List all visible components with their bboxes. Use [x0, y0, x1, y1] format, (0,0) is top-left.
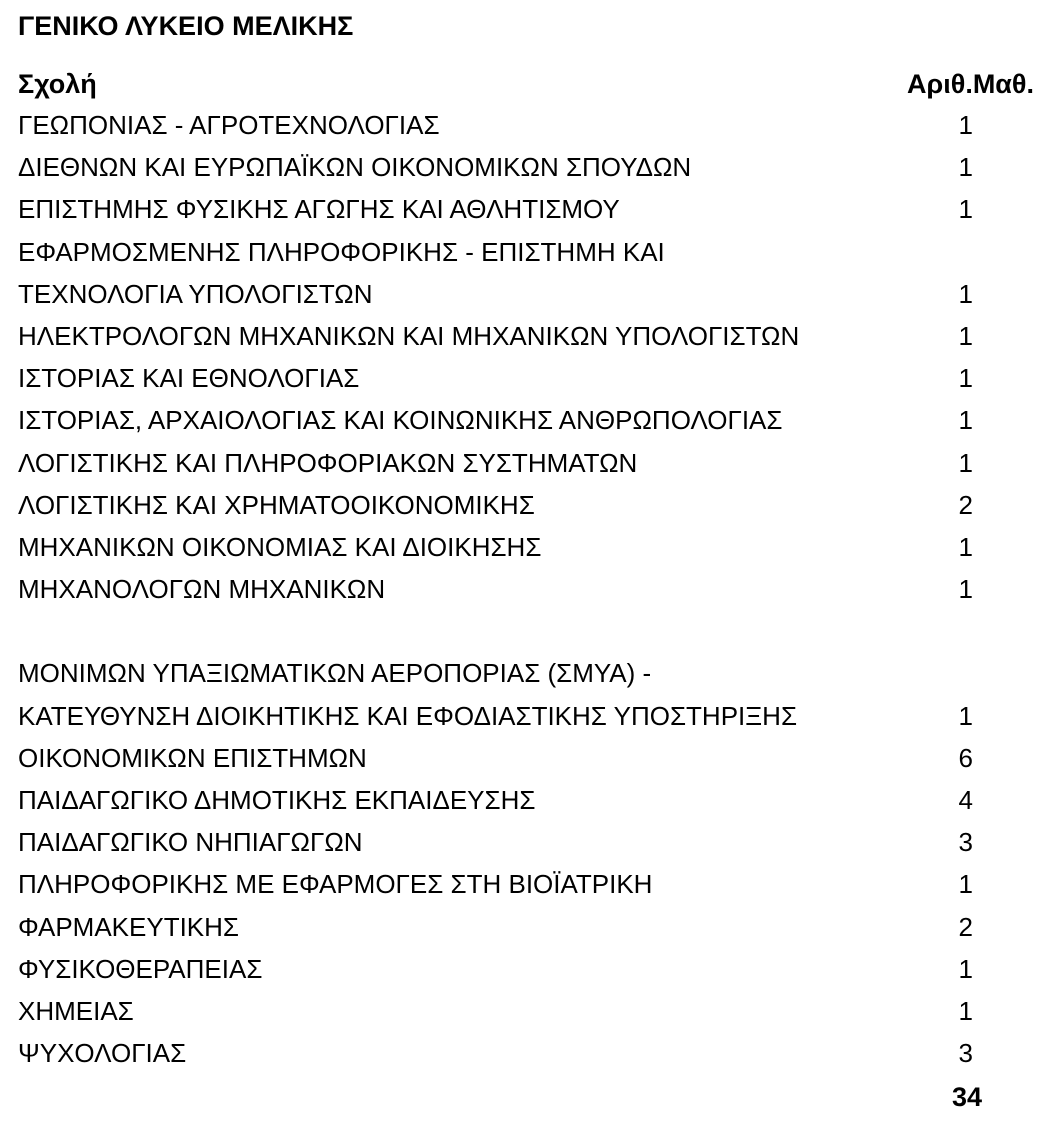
school-name: ΨΥΧΟΛΟΓΙΑΣ [18, 1038, 187, 1069]
school-name: ΜΟΝΙΜΩΝ ΥΠΑΞΙΩΜΑΤΙΚΩΝ ΑΕΡΟΠΟΡΙΑΣ (ΣΜΥΑ) - [18, 658, 652, 689]
school-name: ΓΕΩΠΟΝΙΑΣ - ΑΓΡΟΤΕΧΝΟΛΟΓΙΑΣ [18, 110, 440, 140]
table-row [18, 610, 978, 652]
school-name: ΠΛΗΡΟΦΟΡΙΚΗΣ ΜΕ ΕΦΑΡΜΟΓΕΣ ΣΤΗ ΒΙΟΪΑΤΡΙΚΗ [18, 869, 653, 900]
student-count: 1 [958, 194, 973, 225]
school-name: ΛΟΓΙΣΤΙΚΗΣ ΚΑΙ ΠΛΗΡΟΦΟΡΙΑΚΩΝ ΣΥΣΤΗΜΑΤΩΝ [18, 447, 638, 478]
student-count: 1 [958, 995, 973, 1026]
student-count: 1 [958, 953, 973, 984]
total-count: 34 [951, 1082, 982, 1112]
student-count: 1 [958, 405, 973, 436]
table-header [18, 64, 1034, 104]
student-count: 3 [958, 1038, 973, 1069]
table-row [18, 779, 978, 821]
student-count: 1 [958, 320, 973, 351]
table-row [18, 526, 978, 568]
table-row [18, 821, 978, 863]
document-title: ΓΕΝΙΚΟ ΛΥΚΕΙΟ ΜΕΛΙΚΗΣ [18, 11, 354, 41]
school-name: ΠΑΙΔΑΓΩΓΙΚΟ ΝΗΠΙΑΓΩΓΩΝ [18, 827, 363, 858]
table-row [18, 1032, 978, 1074]
table-row [18, 442, 978, 484]
student-count: 2 [958, 911, 973, 942]
table-row [18, 906, 978, 948]
header-school: Σχολή [18, 69, 97, 99]
table-row [18, 568, 978, 610]
table-row [18, 863, 978, 905]
table-row [18, 652, 978, 694]
table-row [18, 484, 978, 526]
student-count: 1 [958, 531, 973, 562]
table-row [18, 399, 978, 441]
school-name: ΧΗΜΕΙΑΣ [18, 995, 134, 1026]
table-row [18, 104, 978, 146]
student-count: 1 [958, 869, 973, 900]
school-name: ΙΣΤΟΡΙΑΣ ΚΑΙ ΕΘΝΟΛΟΓΙΑΣ [18, 363, 360, 394]
table-row [18, 990, 978, 1032]
school-name: ΙΣΤΟΡΙΑΣ, ΑΡΧΑΙΟΛΟΓΙΑΣ ΚΑΙ ΚΟΙΝΩΝΙΚΗΣ ΑΝΘΡΩΠΟΛΟΓΙΑΣ [18, 405, 783, 436]
student-count: 1 [958, 700, 973, 731]
student-count: 6 [958, 742, 973, 773]
student-count: 1 [958, 574, 973, 605]
school-name: ΤΕΧΝΟΛΟΓΙΑ ΥΠΟΛΟΓΙΣΤΩΝ [18, 278, 373, 309]
table-row [18, 315, 978, 357]
school-name: ΛΟΓΙΣΤΙΚΗΣ ΚΑΙ ΧΡΗΜΑΤΟΟΙΚΟΝΟΜΙΚΗΣ [18, 489, 535, 520]
table-row [18, 357, 978, 399]
student-count: 2 [958, 489, 973, 520]
school-name: ΦΥΣΙΚΟΘΕΡΑΠΕΙΑΣ [18, 953, 263, 984]
table-row [18, 146, 978, 188]
school-name: ΗΛΕΚΤΡΟΛΟΓΩΝ ΜΗΧΑΝΙΚΩΝ ΚΑΙ ΜΗΧΑΝΙΚΩΝ ΥΠΟΛΟΓΙΣΤΩΝ [18, 320, 800, 351]
table-row [18, 948, 978, 990]
table-row [18, 188, 978, 230]
student-count: 1 [958, 447, 973, 478]
school-name: ΚΑΤΕΥΘΥΝΣΗ ΔΙΟΙΚΗΤΙΚΗΣ ΚΑΙ ΕΦΟΔΙΑΣΤΙΚΗΣ ΥΠΟΣΤΗΡΙΞΗΣ [18, 700, 798, 731]
school-name: ΜΗΧΑΝΙΚΩΝ ΟΙΚΟΝΟΜΙΑΣ ΚΑΙ ΔΙΟΙΚΗΣΗΣ [18, 531, 542, 562]
school-list [18, 104, 978, 1074]
table-row [18, 737, 978, 779]
school-name: ΠΑΙΔΑΓΩΓΙΚΟ ΔΗΜΟΤΙΚΗΣ ΕΚΠΑΙΔΕΥΣΗΣ [18, 785, 536, 815]
student-count: 4 [958, 785, 973, 815]
school-name: ΟΙΚΟΝΟΜΙΚΩΝ ΕΠΙΣΤΗΜΩΝ [18, 742, 367, 773]
header-student-count: Αριθ.Μαθ. [907, 69, 1034, 99]
student-count: 3 [958, 827, 973, 858]
school-name: ΕΠΙΣΤΗΜΗΣ ΦΥΣΙΚΗΣ ΑΓΩΓΗΣ ΚΑΙ ΑΘΛΗΤΙΣΜΟΥ [18, 194, 620, 225]
table-row [18, 695, 978, 737]
school-name: ΔΙΕΘΝΩΝ ΚΑΙ ΕΥΡΩΠΑΪΚΩΝ ΟΙΚΟΝΟΜΙΚΩΝ ΣΠΟΥΔΩΝ [18, 152, 692, 183]
student-count: 1 [958, 363, 973, 394]
table-row [18, 231, 978, 273]
school-name: ΜΗΧΑΝΟΛΟΓΩΝ ΜΗΧΑΝΙΚΩΝ [18, 574, 386, 605]
student-count: 1 [958, 152, 973, 183]
table-row [18, 273, 978, 315]
school-name: ΦΑΡΜΑΚΕΥΤΙΚΗΣ [18, 911, 239, 942]
student-count: 1 [958, 278, 973, 309]
student-count: 1 [958, 110, 973, 140]
school-name: ΕΦΑΡΜΟΣΜΕΝΗΣ ΠΛΗΡΟΦΟΡΙΚΗΣ - ΕΠΙΣΤΗΜΗ ΚΑΙ [18, 236, 665, 267]
